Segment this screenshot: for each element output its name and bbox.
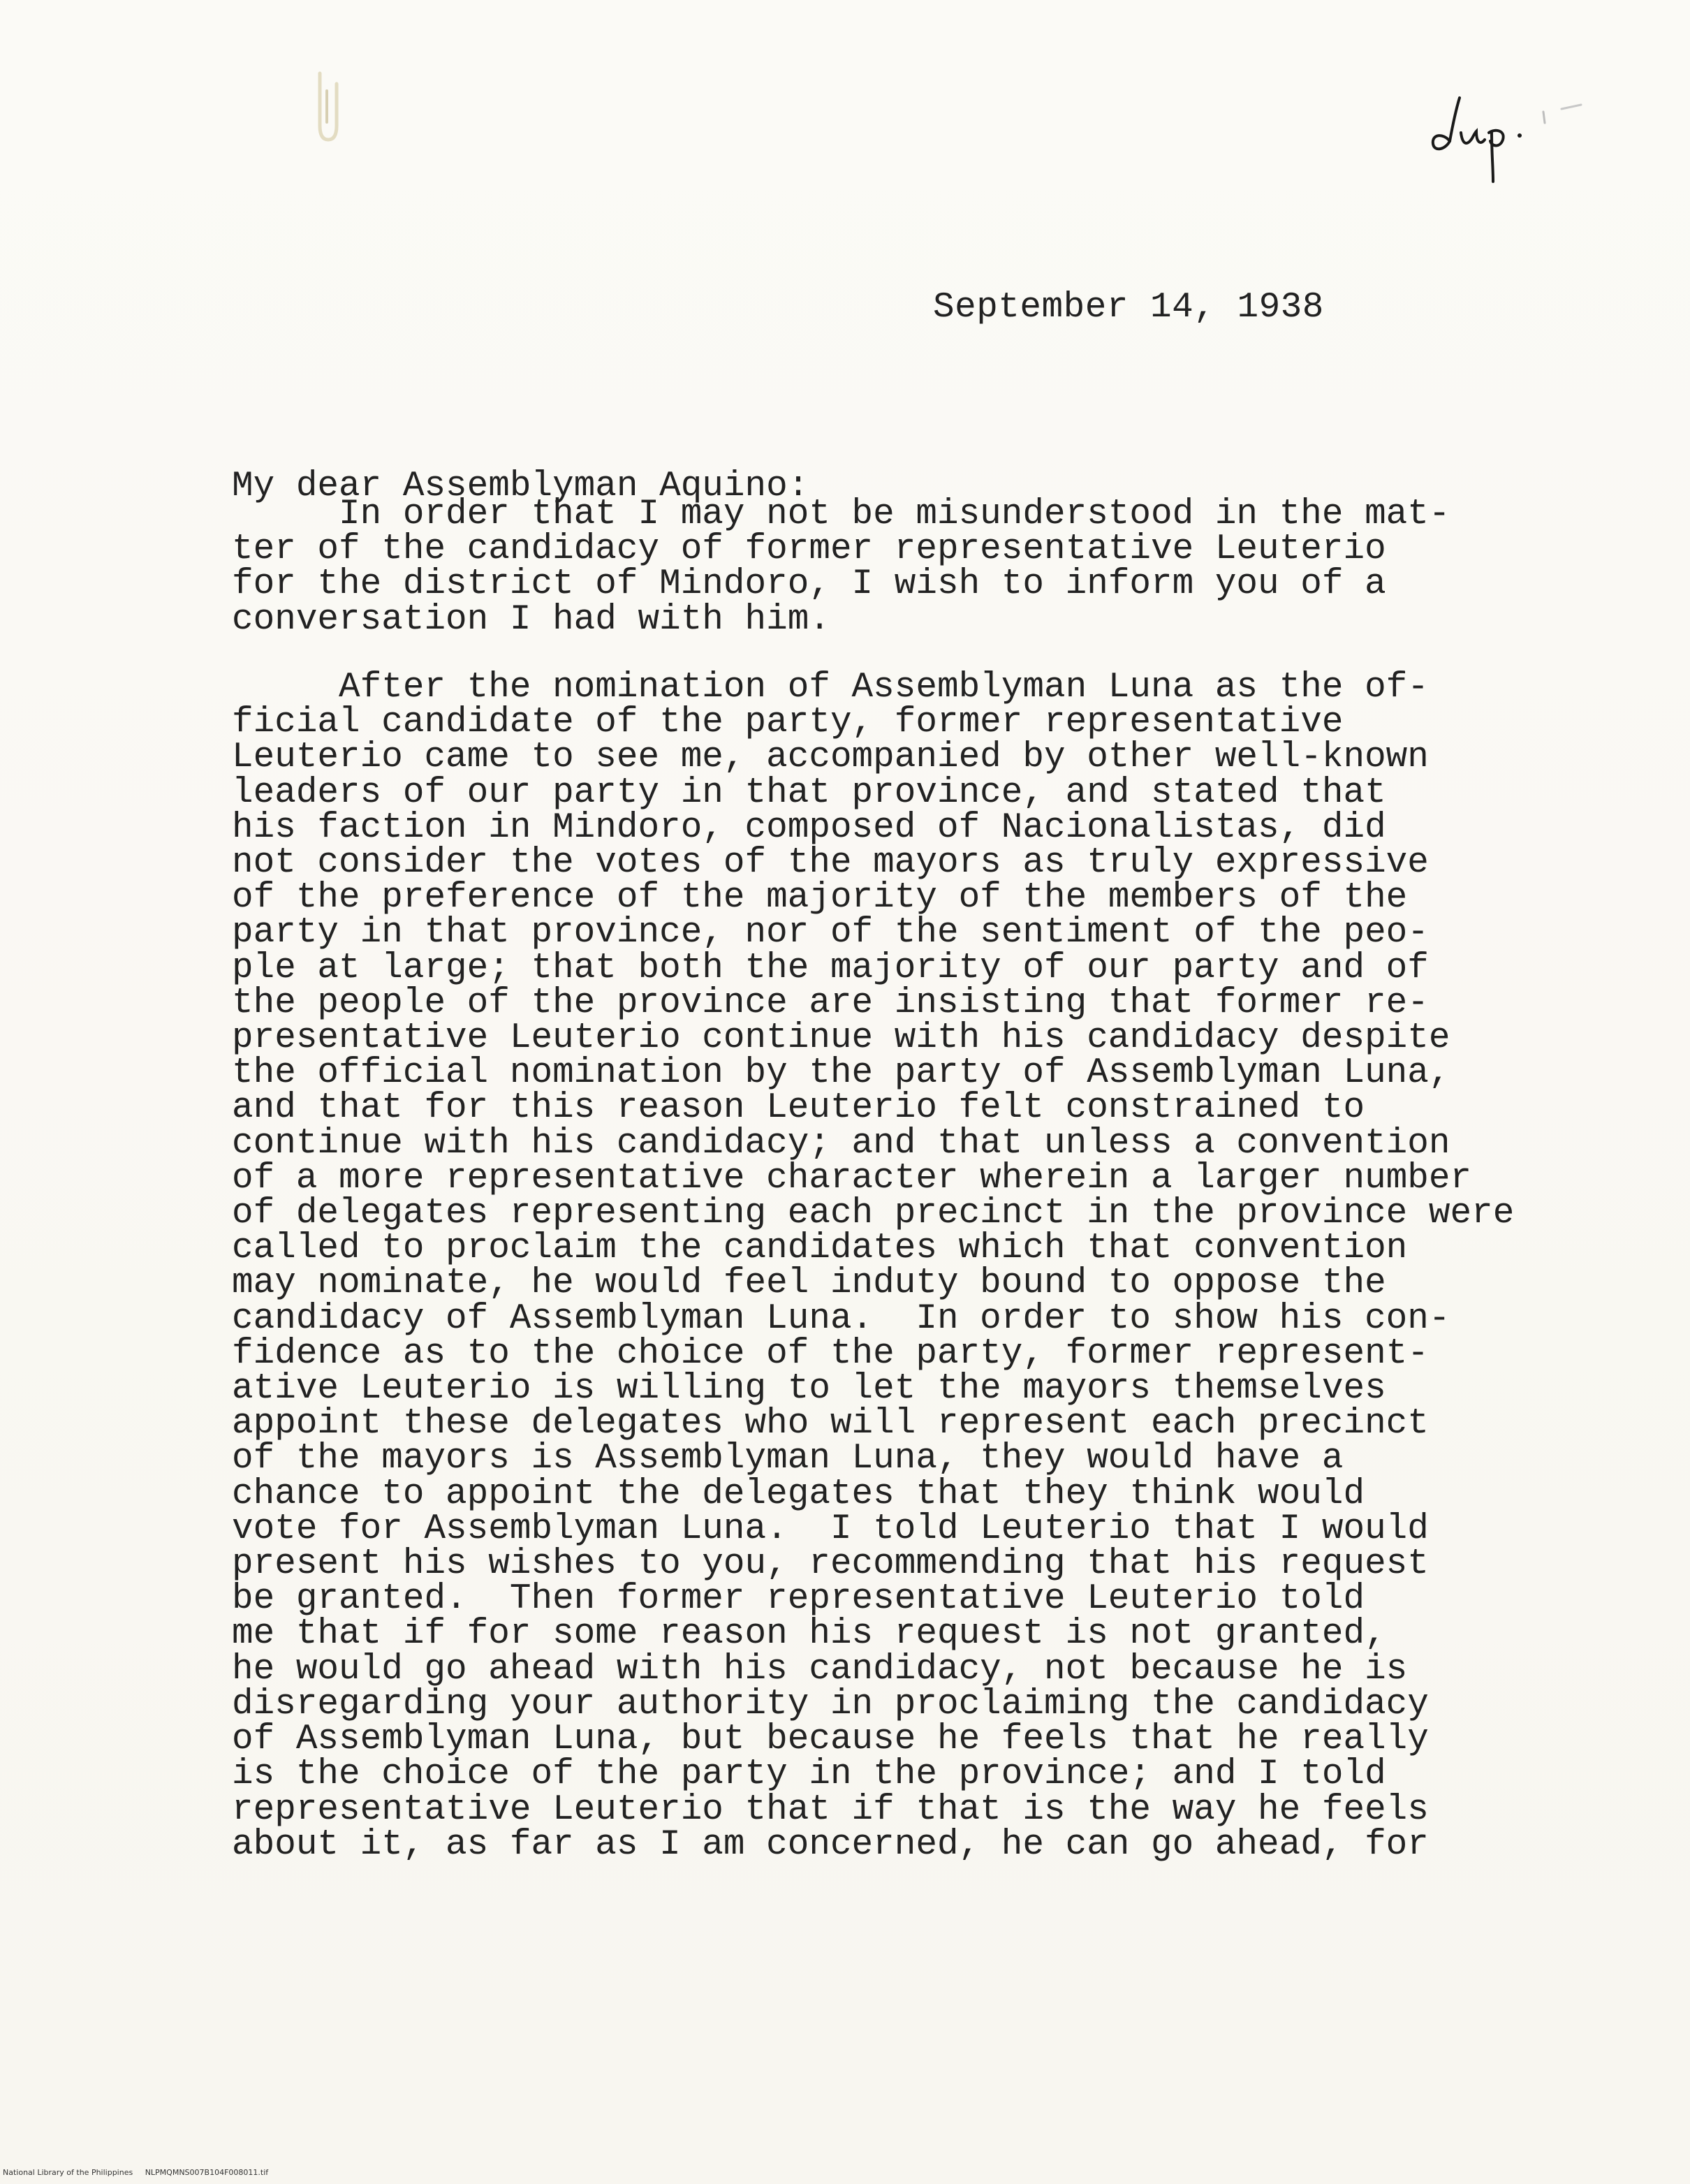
paperclip-mark bbox=[313, 70, 342, 147]
letter-date: September 14, 1938 bbox=[933, 288, 1324, 328]
letter-paragraph-1: In order that I may not be misunderstood in the mat- ter of the candidacy of former representative Leuterio for the district of Mindoro, I wish to inform you of a conversation I had with him. bbox=[232, 494, 1450, 640]
handwritten-annotation bbox=[1425, 77, 1620, 189]
letter-paragraph-2: After the nomination of Assemblyman Luna as the of- ficial candidate of the party, former representative Leuterio came to see me, accompanied by other well-known leaders of our party in that province, and stated that his faction in Mindoro, composed of Nacionalistas, did not consider the votes of the mayors as truly expressive of the preference of the majority of the members of the party in that province, nor of the sentiment of the peo- ple at large; that both the majority of our party and of the people of the province are insisting that former re- presentative Leuterio continue with his candidacy despite the official nomination by the party of Assemblyman Luna, and that for this reason Leuterio felt constrained to continue with his candidacy; and that unless a convention of a more representative character wherein a larger number of delegates representing each precinct in the province were called to proclaim the candidates which that convention may nominate, he would feel induty bound to oppose the candidacy of Assemblyman Luna. In order to show his con- fidence as to the choice of the party, former represent- ative Leuterio is willing to let the mayors themselves appoint these delegates who will represent each precinct of the mayors is Assemblyman Luna, they would have a chance to appoint the delegates that they think would vote for Assemblyman Luna. I told Leuterio that I would present his wishes to you, recommending that his request be granted. Then former representative Leuterio told me that if for some reason his request is not granted, he would go ahead with his candidacy, not because he is disregarding your authority in proclaiming the candidacy of Assemblyman Luna, but because he feels that he really is the choice of the party in the province; and I told representative Leuterio that if that is the way he feels about it, as far as I am concerned, he can go ahead, for bbox=[232, 668, 1515, 1865]
letter-salutation: My dear Assemblyman Aquino: bbox=[232, 467, 809, 506]
archive-footer: National Library of the Philippines NLPMQMNS007B104F008011.tif bbox=[3, 2168, 269, 2177]
